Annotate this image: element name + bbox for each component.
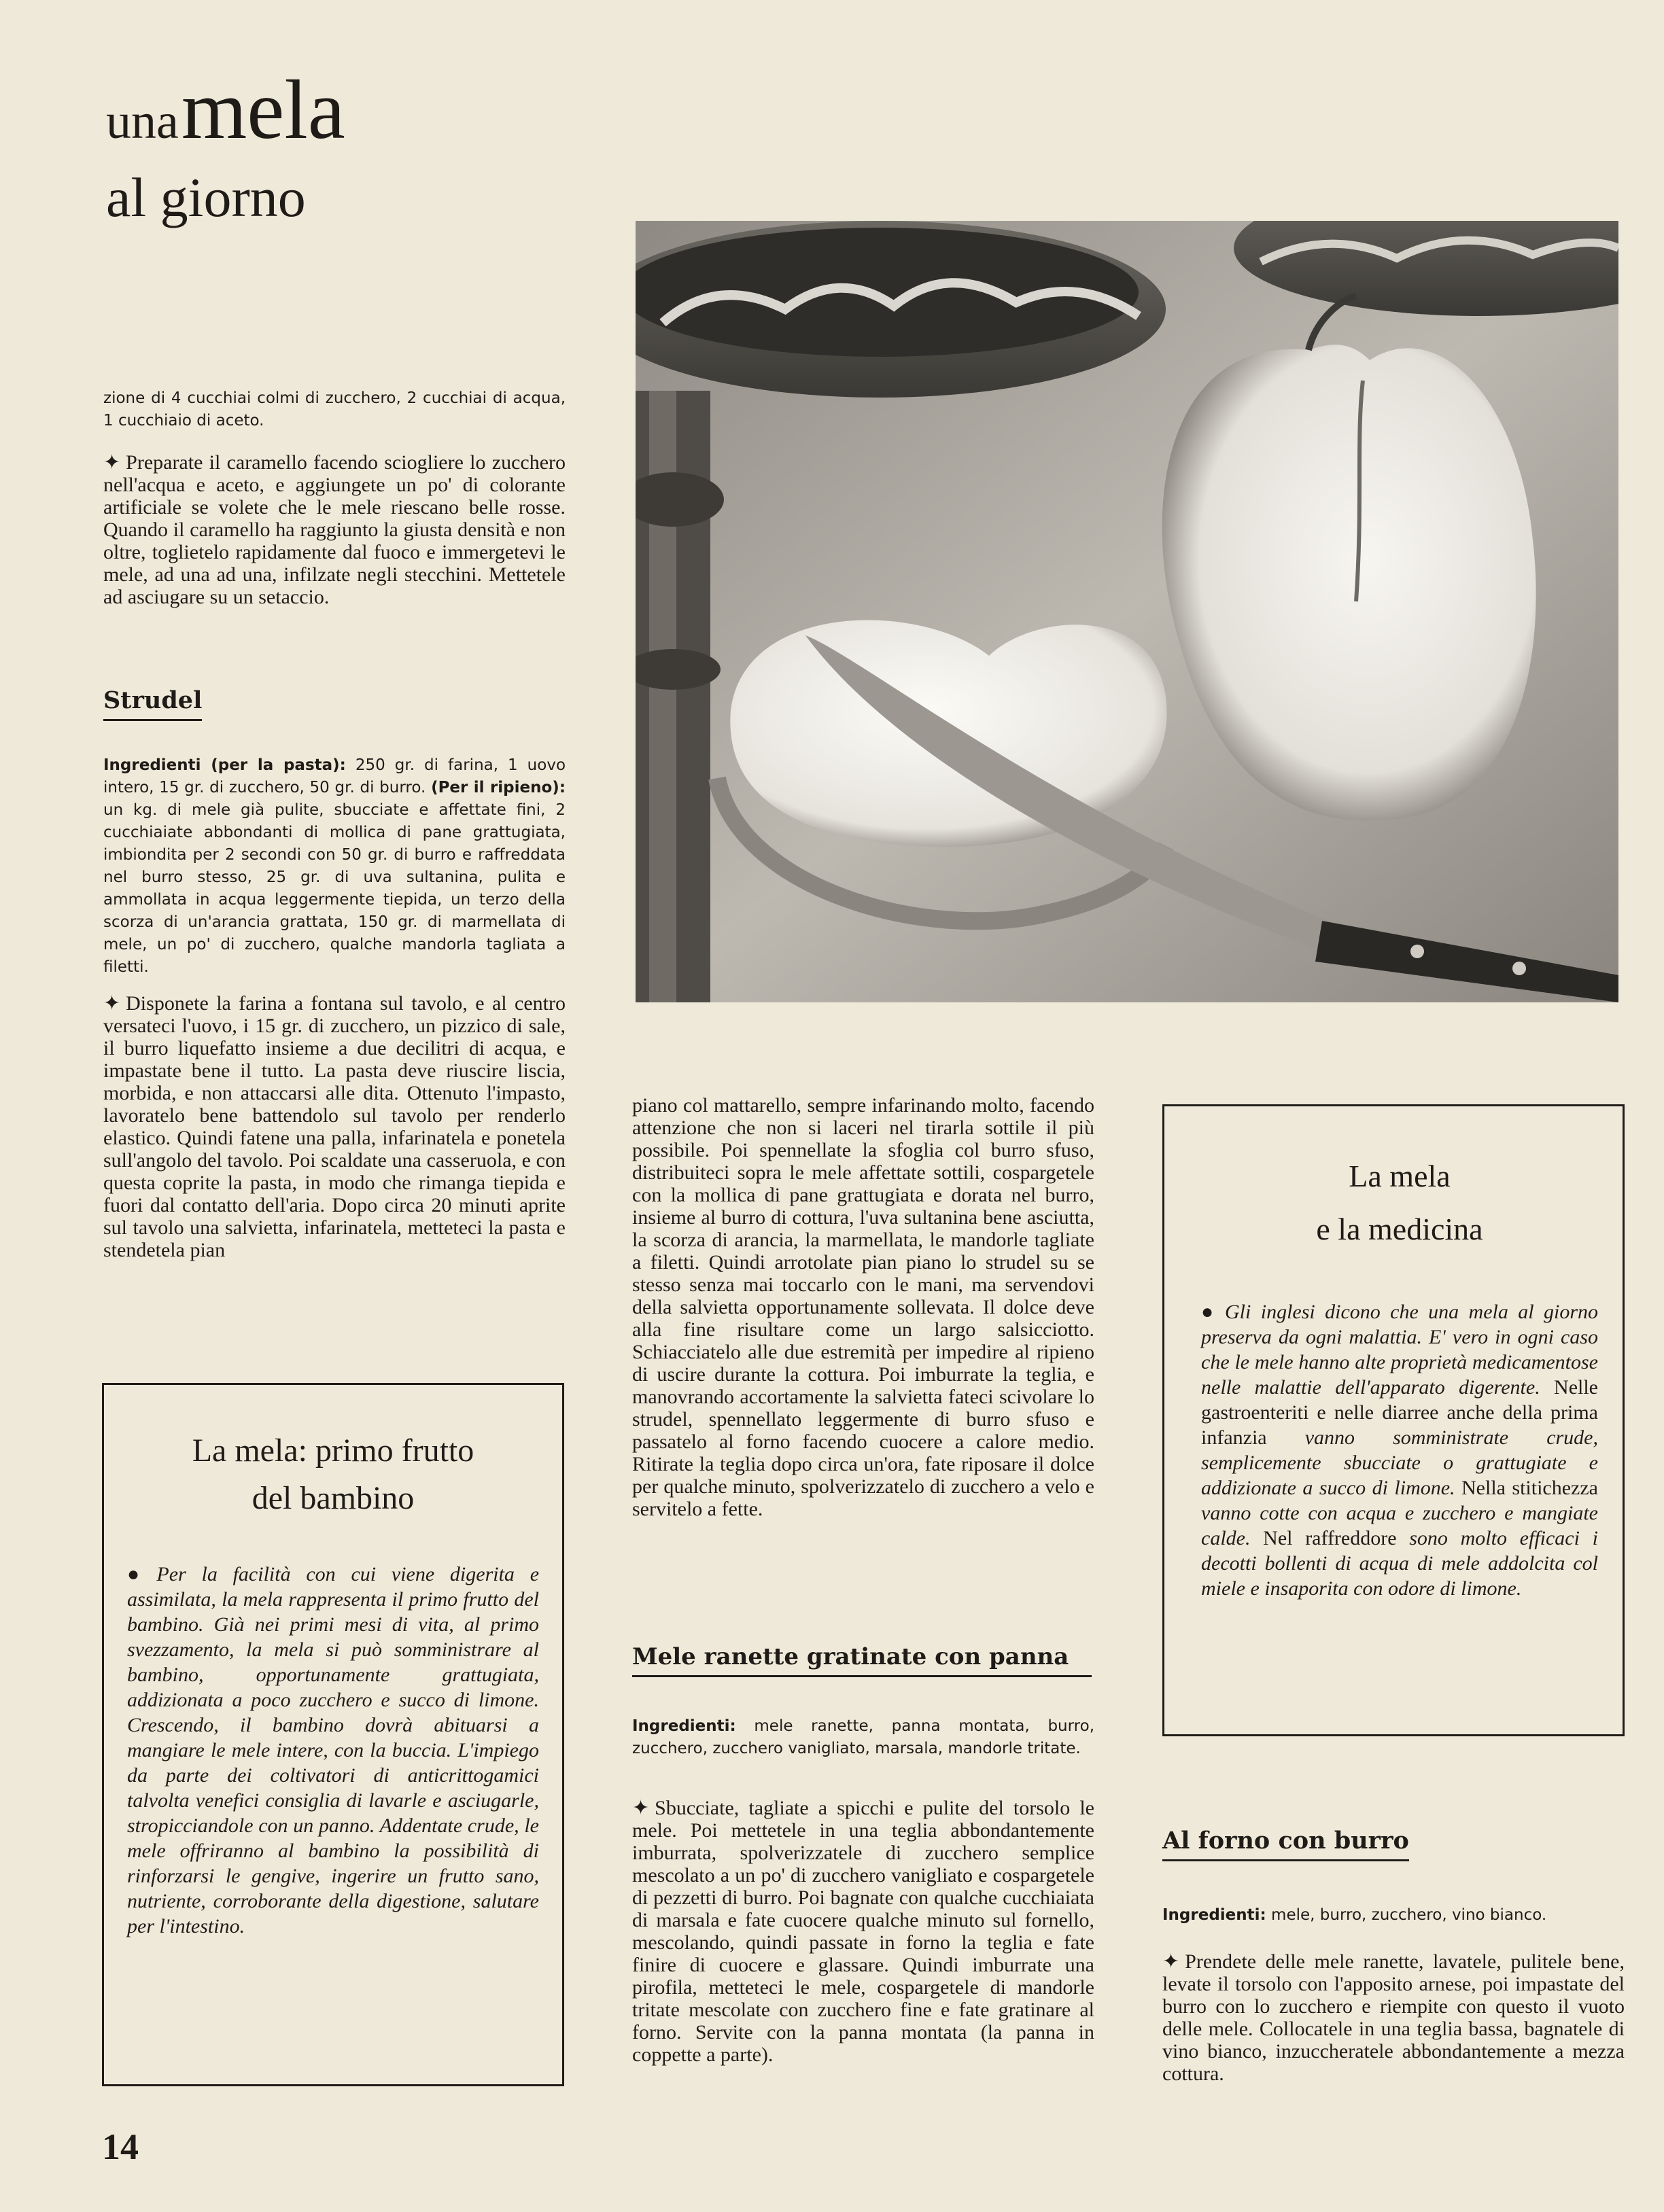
diamond-bullet-icon: ✦ bbox=[103, 451, 121, 474]
box-medicina-text: ● Gli inglesi dicono che una mela al giorno preserva da ogni malattia. E' vero in ogni caso che le mele hanno alte proprietà medicamentose nelle malattie dell'apparato digerente. Nelle gastroenteriti e nelle diarree anche della prima infanzia vanno somministrate crude, semplicemente sbucciate o grattugiate e addizionate a succo di limone. Nella stitichezza vanno cotte con acqua e zucchero e mangiate calde. Nel raffreddore sono molto efficaci i decotti bollenti di acqua di mele addolcita col miele e insaporita con odore di limone. bbox=[1201, 1301, 1599, 1600]
intro-text: zione di 4 cucchiai colmi di zucchero, 2 cucchiai di acqua, 1 cucchiaio di aceto. bbox=[103, 389, 566, 429]
forno-method: ✦ Prendete delle mele ranette, lavatele, pulitele bene, levate il torsolo con l'apposito arnese, poi impastate del burro con lo zucchero e riempite con questo il vuoto delle mele. Collocatele in una teglia bassa, bagnatele di vino bianco, inzuccheratele abbondantemente a mezza cottura. bbox=[1162, 1950, 1625, 2085]
box-bambino-title-1: La mela: primo frutto bbox=[192, 1433, 474, 1469]
forno-heading: Al forno con burro bbox=[1162, 1827, 1409, 1861]
ranette-method: ✦ Sbucciate, tagliate a spicchi e pulite del torsolo le mele. Poi mettetele in una teglia abbondantemente imburrata, spolverizzatele di zucchero semplice mescolato a un po' di zucchero vanigliato e cospargetele di pezzetti di burro. Poi bagnate con qualche cucchiaiata di marsala e fate cuocere qualche minuto sul fornello, mescolando, quindi passate in forno la teglia e fate finire di cuocere e glassare. Quindi imburrate una pirofila, metteteci le mele, cospargetele di mandorle tritate mescolate con zucchero fine e fate gratinare al forno. Servite con la panna montata (la panna in coppette a parte). bbox=[632, 1797, 1094, 2066]
box-bambino-text: ● Per la facilità con cui viene digerita e assimilata, la mela rappresenta il primo frutto del bambino. Già nei primi mesi di vita, al primo svezzamento, la mela si può somministrare al bambino, opportunamente grattugiata, addizionata a poco zucchero e succo di limone. Crescendo, il bambino dovrà abituarsi a mangiare le mele intere, con la buccia. L'impiego da parte dei coltivatori di anticrittogamici talvolta venefici consiglia di lavarle e asciugarle, stropicciandole con un panno. Addentate crude, le mele offriranno al bambino la possibilità di rinforzarsi le gengive, ingerire un frutto sano, nutriente, corroborante della digestione, salutare per l'intestino. bbox=[127, 1563, 540, 1937]
forno-ingredients: Ingredienti: mele, burro, zucchero, vino bianco. bbox=[1162, 1906, 1547, 1924]
box-medicina-title-2: e la medicina bbox=[1316, 1212, 1483, 1246]
bullet-dot-icon: ● bbox=[127, 1563, 150, 1585]
ranette-heading: Mele ranette gratinate con panna bbox=[632, 1643, 1092, 1677]
strudel-ingredients: Ingredienti (per la pasta): 250 gr. di farina, 1 uovo intero, 15 gr. di zucchero, 50 gr. di burro. (Per il ripieno): un kg. di mele già pulite, sbucciate e affettate fini, 2 cucchiaiate abbondanti di mollica di pane grattugiata, imbiondita per 2 secondi con 50 gr. di burro e raffreddata nel burro stesso, 25 gr. di uva sultanina, pulita e ammollata in acqua leggermente tiepida, un terzo della scorza di un'arancia grattata, 150 gr. di marmellata di mele, un po' di zucchero, qualche mandorla tagliata a filetti. bbox=[103, 756, 566, 976]
page-title bbox=[106, 63, 345, 156]
box-medicina bbox=[1162, 1104, 1625, 1736]
strudel-method-col2: piano col mattarello, sempre infarinando molto, facendo attenzione che non si laceri nel tirarla sottile il più possibile. Poi spennellate la sfoglia col burro sfuso, distribuiteci sopra le mele affettate sottili, cospargetele con la mollica di pane grattugiata e dorata nel burro, insieme al burro di cottura, l'uva sultanina bene asciutta, la scorza di arancia, la marmellata, le mandorle tagliate a filetti. Quindi arrotolate pian piano lo strudel su se stesso senza mai toccarlo con le mani, ma servendovi della salvietta opportunamente sollevata. Il dolce deve alla fine risultare come un largo salsicciotto. Schiacciatelo alle due estremità per impedire al ripieno di uscire durante la cottura. Poi imburrate la teglia, e manovrando accortamente la salvietta fateci scivolare lo strudel, spennellato leggermente di burro sfuso e passatelo al forno facendo cuocere a calore medio. Ritirate la teglia dopo circa un'ora, fate riposare il dolce per qualche minuto, spolverizzatelo di zucchero a velo e servitelo a fette. bbox=[632, 1094, 1094, 1520]
page-number: 14 bbox=[102, 2126, 139, 2167]
strudel-heading: Strudel bbox=[103, 686, 202, 721]
caramel-paragraph: ✦ Preparate il caramello facendo sciogliere lo zucchero nell'acqua e aceto, e aggiungete un po' di colorante artificiale se volete che le mele riescano belle rosse. Quando il caramello ha raggiunto la giusta densità e non oltre, toglietelo rapidamente dal fuoco e immergetevi le mele, ad una ad una, infilzate negli stecchini. Mettetele ad asciugare su un setaccio. bbox=[103, 451, 566, 608]
apple-photo bbox=[636, 221, 1618, 1002]
apple-knife-illustration bbox=[636, 221, 1618, 1002]
strudel-method-col1: ✦ Disponete la farina a fontana sul tavolo, e al centro versateci l'uovo, i 15 gr. di zucchero, un pizzico di sale, il burro liquefatto insieme a due decilitri di acqua, e impastate bene il tutto. La pasta deve riuscire liscia, morbida, e non attaccarsi alle dita. Ottenuto l'impasto, lavoratelo bene battendolo sul tavolo per renderlo elastico. Quindi fatene una palla, infarinatela e ponetela sull'angolo del tavolo. Poi scaldate una casseruola, e con questa coprite la pasta, in modo che rimanga tiepida e fuori dal contatto dell'aria. Dopo circa 20 minuti aprite sul tavolo una salvietta, infarinatela, metteteci la pasta e stendetela pian bbox=[103, 992, 566, 1261]
diamond-bullet-icon: ✦ bbox=[632, 1797, 650, 1819]
box-bambino bbox=[102, 1383, 564, 2086]
ranette-ingredients: Ingredienti: mele ranette, panna montata, burro, zucchero, zucchero vanigliato, marsala, mandorle tritate. bbox=[632, 1717, 1095, 1757]
bullet-dot-icon: ● bbox=[1201, 1301, 1219, 1323]
page-subtitle: al giorno bbox=[106, 166, 306, 228]
title-word-una: una bbox=[106, 94, 179, 150]
box-bambino-title-2: del bambino bbox=[252, 1480, 415, 1516]
title-word-mela: mela bbox=[181, 63, 345, 156]
box-medicina-title-1: La mela bbox=[1349, 1159, 1451, 1193]
diamond-bullet-icon: ✦ bbox=[103, 992, 121, 1015]
diamond-bullet-icon: ✦ bbox=[1162, 1950, 1180, 1973]
